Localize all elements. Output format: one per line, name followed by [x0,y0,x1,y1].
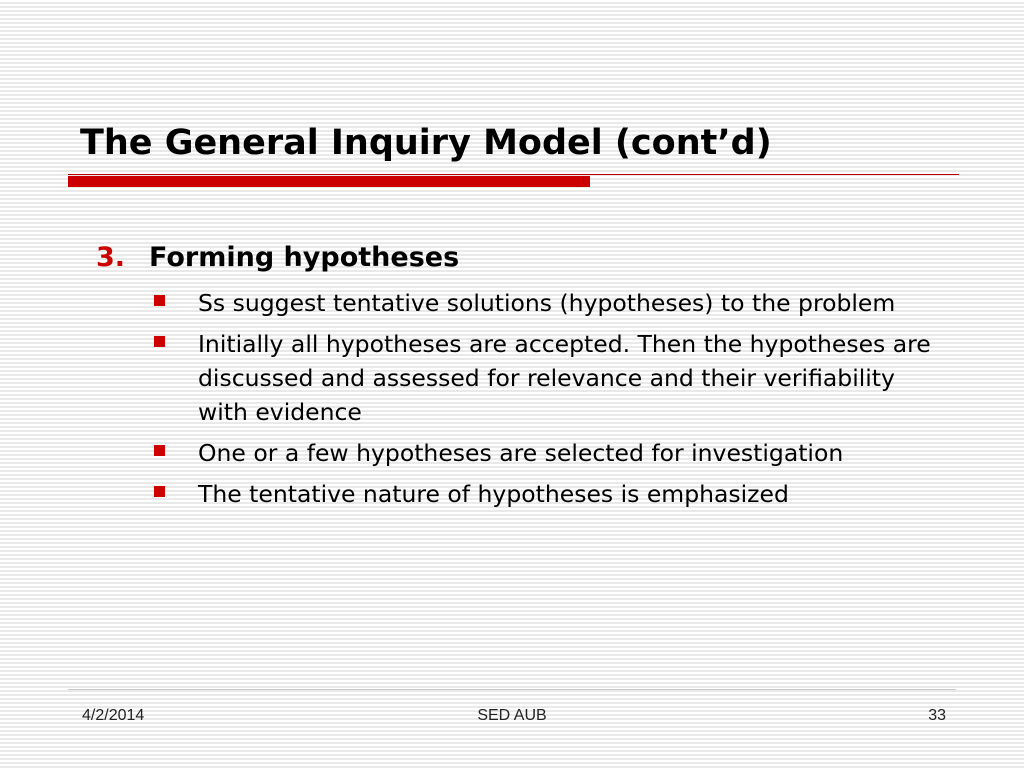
bullet-item [150,477,946,511]
slide-title: The General Inquiry Model (cont’d) [80,123,772,163]
footer-date: 4/2/2014 [82,707,145,724]
title-accent-bar [68,176,590,187]
footer-center-text: SED AUB [477,707,547,724]
square-bullet-icon [154,295,165,306]
bullet-item [150,436,946,470]
item-heading: Forming hypotheses [149,242,460,273]
bullet-text: Initially all hypotheses are accepted. Then the hypotheses are discussed and assessed for relevance and their verifiability with evidence [198,330,931,426]
bullet-item [150,286,946,320]
slide-number: 33 [928,707,946,724]
square-bullet-icon [154,445,165,456]
bullet-item [150,327,946,429]
square-bullet-icon [154,336,165,347]
title-underline-rule [68,174,959,175]
slide-body [96,238,946,518]
bullet-text: One or a few hypotheses are selected for investigation [198,439,844,467]
square-bullet-icon [154,486,165,497]
bullet-text: Ss suggest tentative solutions (hypotheses) to the problem [198,289,896,317]
bullet-list [96,286,946,511]
bullet-text: The tentative nature of hypotheses is emphasized [198,480,789,508]
footer-rule [68,689,956,690]
item-number: 3. [96,242,126,273]
numbered-item [96,238,946,278]
